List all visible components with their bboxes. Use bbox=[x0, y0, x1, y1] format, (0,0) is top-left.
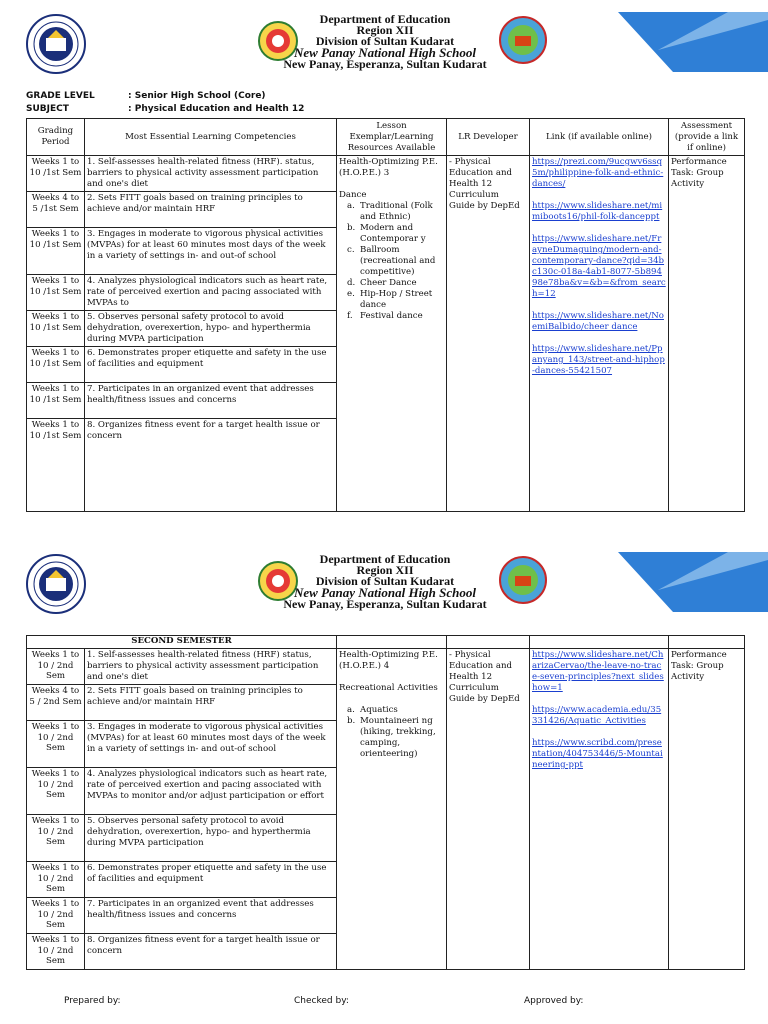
empty-cell bbox=[669, 636, 745, 649]
subject-line bbox=[26, 104, 304, 114]
resources-title: Health-Optimizing P.E. (H.O.P.E.) 4 bbox=[339, 650, 438, 671]
corner-decoration-icon bbox=[618, 12, 768, 72]
col-header-period: Grading Period bbox=[27, 119, 85, 156]
competency-table-sem1 bbox=[26, 118, 745, 512]
checked-by-label: Checked by: bbox=[294, 996, 349, 1006]
list-item: f. Festival dance bbox=[347, 311, 423, 321]
resources-cell bbox=[337, 156, 447, 512]
letterhead bbox=[0, 0, 768, 85]
list-item: a. Aquatics bbox=[347, 705, 398, 715]
col-header-competencies: Most Essential Learning Competencies bbox=[85, 119, 337, 156]
resource-link[interactable]: https://www.slideshare.net/CharizaCervao/the-leave-no-trace-seven-principles?next_slideshow=1 bbox=[532, 650, 664, 693]
resource-link[interactable]: https://www.scribd.com/presentation/404753446/5-Mountaineering-ppt bbox=[532, 738, 663, 770]
developer-cell: - Physical Education and Health 12 Curriculum Guide by DepEd bbox=[447, 649, 530, 970]
col-header-developer: LR Developer bbox=[447, 119, 530, 156]
links-cell bbox=[530, 649, 669, 970]
grading-period: Weeks 1 to 10 / 2nd Sem bbox=[27, 768, 85, 815]
list-item: d. Cheer Dance bbox=[347, 278, 417, 288]
list-item: b. Modern and Contemporar y bbox=[347, 223, 426, 244]
grading-period: Weeks 1 to 10 / 2nd Sem bbox=[27, 934, 85, 970]
competency: 5. Observes personal safety protocol to avoid dehydration, overexertion, hypo- and hyperthermia during MVPA participation bbox=[85, 311, 337, 347]
assessment-cell: Performance Task: Group Activity bbox=[669, 649, 745, 970]
competency-table-sem2 bbox=[26, 635, 745, 970]
letterhead-text bbox=[230, 14, 540, 70]
school-address: New Panay, Esperanza, Sultan Kudarat bbox=[283, 597, 487, 611]
grading-period: Weeks 1 to 10 /1st Sem bbox=[27, 347, 85, 383]
division-name: Division of Sultan Kudarat bbox=[315, 574, 455, 588]
col-header-resources: Lesson Exemplar/Learning Resources Available bbox=[337, 119, 447, 156]
competency: 1. Self-assesses health-related fitness (HRF). status, barriers to physical activity assessment participation and one's diet bbox=[85, 156, 337, 192]
resource-link[interactable]: https://www.slideshare.net/NoemiBalbido/cheer dance bbox=[532, 311, 664, 332]
competency: 3. Engages in moderate to vigorous physical activities (MVPAs) for at least 60 minutes most days of the week in a variety of settings in- and out-of school bbox=[85, 721, 337, 768]
table-row bbox=[27, 156, 745, 192]
developer-cell: - Physical Education and Health 12 Curriculum Guide by DepEd bbox=[447, 156, 530, 512]
grading-period: Weeks 1 to 10 / 2nd Sem bbox=[27, 898, 85, 934]
assessment-cell: Performance Task: Group Activity bbox=[669, 156, 745, 512]
resource-link[interactable]: https://www.slideshare.net/mimiboots16/phil-folk-danceppt bbox=[532, 201, 663, 222]
letterhead-text bbox=[230, 554, 540, 610]
subject-label: SUBJECT bbox=[26, 104, 69, 114]
resources-list bbox=[339, 705, 444, 760]
col-header-assessment: Assessment (provide a link if online) bbox=[669, 119, 745, 156]
competency: 4. Analyzes physiological indicators such as heart rate, rate of perceived exertion and pacing associated with MVPAs to monitor and/or adjust participation or effort bbox=[85, 768, 337, 815]
school-seal-icon bbox=[498, 14, 548, 66]
grading-period: Weeks 1 to 10 / 2nd Sem bbox=[27, 862, 85, 898]
resources-subtitle: Recreational Activities bbox=[339, 683, 438, 693]
grading-period: Weeks 1 to 10 / 2nd Sem bbox=[27, 721, 85, 768]
resource-link[interactable]: https://prezi.com/9ucgwv6ssq5m/philippine-folk-and-ethnic-dances/ bbox=[532, 157, 664, 189]
grade-level-line bbox=[26, 91, 266, 101]
grading-period: Weeks 1 to 10 /1st Sem bbox=[27, 228, 85, 275]
page-two bbox=[0, 540, 768, 1024]
dept-name: Department of Education bbox=[319, 552, 451, 566]
resources-subtitle: Dance bbox=[339, 190, 367, 200]
deped-seal-icon bbox=[26, 14, 86, 74]
list-item: c. Ballroom (recreational and competitive) bbox=[347, 245, 436, 277]
division-name: Division of Sultan Kudarat bbox=[315, 34, 455, 48]
grading-period: Weeks 1 to 10 /1st Sem bbox=[27, 383, 85, 419]
empty-cell bbox=[337, 636, 447, 649]
dept-name: Department of Education bbox=[319, 12, 451, 26]
competency: 6. Demonstrates proper etiquette and safety in the use of facilities and equipment bbox=[85, 862, 337, 898]
region-name: Region XII bbox=[356, 23, 414, 37]
links-cell bbox=[530, 156, 669, 512]
resources-list bbox=[339, 201, 444, 322]
approved-by-label: Approved by: bbox=[524, 996, 584, 1006]
list-item: a. Traditional (Folk and Ethnic) bbox=[347, 201, 433, 222]
grading-period: Weeks 4 to 5 / 2nd Sem bbox=[27, 685, 85, 721]
list-item: b. Mountaineeri ng (hiking, trekking, camping, orienteering) bbox=[347, 716, 436, 759]
table-header-row bbox=[27, 119, 745, 156]
region-name: Region XII bbox=[356, 563, 414, 577]
grade-level-label: GRADE LEVEL bbox=[26, 91, 95, 101]
col-header-link: Link (if available online) bbox=[530, 119, 669, 156]
competency: 2. Sets FITT goals based on training principles to achieve and/or maintain HRF bbox=[85, 685, 337, 721]
school-address: New Panay, Esperanza, Sultan Kudarat bbox=[283, 57, 487, 71]
grade-level-value: : Senior High School (Core) bbox=[128, 91, 266, 101]
grading-period: Weeks 1 to 10 /1st Sem bbox=[27, 419, 85, 512]
grading-period: Weeks 1 to 10 /1st Sem bbox=[27, 156, 85, 192]
competency: 7. Participates in an organized event that addresses health/fitness issues and concerns bbox=[85, 383, 337, 419]
grading-period: Weeks 1 to 10 / 2nd Sem bbox=[27, 815, 85, 862]
competency: 5. Observes personal safety protocol to avoid dehydration, overexertion, hypo- and hyperthermia during MVPA participation bbox=[85, 815, 337, 862]
empty-cell bbox=[447, 636, 530, 649]
school-name: New Panay National High School bbox=[293, 45, 477, 60]
resources-title: Health-Optimizing P.E. (H.O.P.E.) 3 bbox=[339, 157, 438, 178]
prepared-by-label: Prepared by: bbox=[64, 996, 121, 1006]
school-seal-icon bbox=[498, 554, 548, 606]
semester-title: SECOND SEMESTER bbox=[27, 636, 337, 649]
competency: 2. Sets FITT goals based on training principles to achieve and/or maintain HRF bbox=[85, 192, 337, 228]
semester-title-row bbox=[27, 636, 745, 649]
empty-cell bbox=[530, 636, 669, 649]
corner-decoration-icon bbox=[618, 552, 768, 612]
grading-period: Weeks 1 to 10 /1st Sem bbox=[27, 275, 85, 311]
resources-cell bbox=[337, 649, 447, 970]
subject-value: : Physical Education and Health 12 bbox=[128, 104, 305, 114]
competency: 4. Analyzes physiological indicators such as heart rate, rate of perceived exertion and pacing associated with MVPAs to bbox=[85, 275, 337, 311]
deped-seal-icon bbox=[26, 554, 86, 614]
grading-period: Weeks 1 to 10 / 2nd Sem bbox=[27, 649, 85, 685]
competency: 8. Organizes fitness event for a target health issue or concern bbox=[85, 419, 337, 512]
competency: 8. Organizes fitness event for a target health issue or concern bbox=[85, 934, 337, 970]
competency: 1. Self-assesses health-related fitness (HRF) status, barriers to physical activity assessment participation and one's diet bbox=[85, 649, 337, 685]
competency: 7. Participates in an organized event that addresses health/fitness issues and concerns bbox=[85, 898, 337, 934]
table-row bbox=[27, 649, 745, 685]
list-item: e. Hip-Hop / Street dance bbox=[347, 289, 433, 310]
letterhead bbox=[0, 540, 768, 625]
grading-period: Weeks 1 to 10 /1st Sem bbox=[27, 311, 85, 347]
school-name: New Panay National High School bbox=[293, 585, 477, 600]
resource-link[interactable]: https://www.slideshare.net/Ppanyang_143/street-and-hiphop-dances-55421507 bbox=[532, 344, 665, 376]
competency: 6. Demonstrates proper etiquette and safety in the use of facilities and equipment bbox=[85, 347, 337, 383]
resource-link[interactable]: https://www.slideshare.net/FrayneDumaguing/modern-and-contemporary-dance?qid=34bc130c-018a-4ab1-8077-5b89498e78ba&v=&b=&from_search=12 bbox=[532, 234, 666, 299]
grading-period: Weeks 4 to 5 /1st Sem bbox=[27, 192, 85, 228]
resource-link[interactable]: https://www.academia.edu/35331426/Aquatic_Activities bbox=[532, 705, 662, 726]
competency: 3. Engages in moderate to vigorous physical activities (MVPAs) for at least 60 minutes most days of the week in a variety of settings in- and out-of school bbox=[85, 228, 337, 275]
